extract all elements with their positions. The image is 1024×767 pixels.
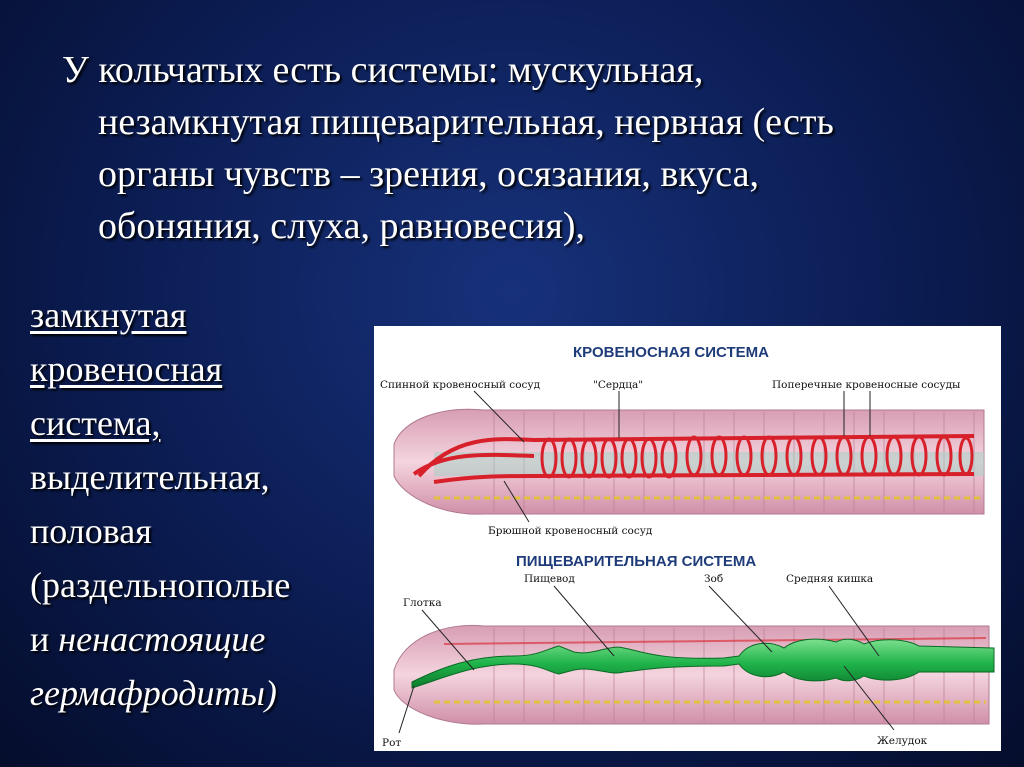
circulatory-title: КРОВЕНОСНАЯ СИСТЕМА bbox=[573, 344, 769, 361]
heading-line-4: обоняния, слуха, равновесия), bbox=[98, 205, 586, 247]
label-stomach: Желудок bbox=[877, 735, 928, 747]
heading-line-3: органы чувств – зрения, осязания, вкуса, bbox=[98, 153, 759, 195]
label-midgut: Средняя кишка bbox=[786, 573, 874, 585]
label-hearts: "Сердца" bbox=[593, 379, 644, 391]
worm-anatomy-figure bbox=[374, 326, 1001, 751]
text-and: и bbox=[30, 619, 59, 659]
heading-line-2: незамкнутая пищеварительная, нервная (есть bbox=[98, 101, 834, 143]
text-excretory: выделительная, bbox=[30, 457, 270, 497]
label-pharynx: Глотка bbox=[403, 597, 442, 609]
digestive-title: ПИЩЕВАРИТЕЛЬНАЯ СИСТЕМА bbox=[516, 553, 757, 570]
anatomy-diagram bbox=[374, 326, 1001, 751]
body-text bbox=[30, 288, 370, 720]
text-closed: замкнутая bbox=[30, 295, 187, 335]
text-dioecious: (раздельнополые bbox=[30, 565, 291, 605]
text-reproductive: половая bbox=[30, 511, 152, 551]
label-esophagus: Пищевод bbox=[524, 573, 575, 585]
heading-line-1: У кольчатых есть системы: мускульная, bbox=[62, 49, 704, 91]
label-crop: Зоб bbox=[704, 573, 724, 585]
label-ventral-vessel: Брюшной кровеносный сосуд bbox=[488, 525, 653, 537]
text-hermaphrodites: гермафродиты) bbox=[30, 673, 277, 713]
worm-body-top bbox=[394, 409, 984, 514]
slide-heading bbox=[62, 44, 982, 252]
text-false: ненастоящие bbox=[58, 619, 266, 659]
label-mouth: Рот bbox=[382, 737, 402, 749]
label-dorsal-vessel: Спинной кровеносный сосуд bbox=[380, 379, 541, 391]
text-system: система, bbox=[30, 403, 161, 443]
label-transverse-vessels: Поперечные кровеносные сосуды bbox=[772, 379, 961, 391]
text-circulatory: кровеносная bbox=[30, 349, 223, 389]
